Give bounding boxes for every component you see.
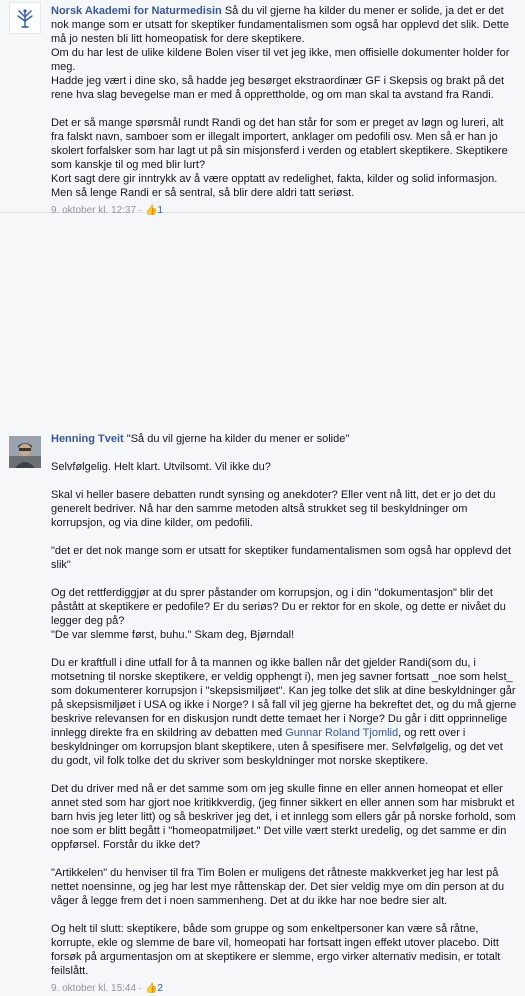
comment-meta [51,204,517,218]
quoted-text: "Så du vil gjerne ha kilder du mener er solide" [123,433,350,445]
comment-body [51,432,520,996]
thumbs-up-icon: 👍 [144,205,158,216]
comment-paragraph: Det du driver med nå er det samme som om jeg skulle finne en eller annen homeopat et eller annet sted som har gjort noe kritikkverdig, (jeg finner sikkert en eller annen som har misbrukt et barn hvis jeg leter litt) og så beskriver jeg det, i et innlegg som ellers går på norske forhold, som noe som er blitt begått i "homeopatmiljøet." Det ville vært sterkt uredelig, og det samme er din oppførsel. Forstår du ikke det? [51,783,519,851]
naturmedisin-logo-icon [10,3,40,33]
author-link[interactable]: Norsk Akademi for Naturmedisin [51,5,222,17]
comment-paragraph: Og det rettferdiggjør at du sprer påstander om korrupsjon, og i din "dokumentasjon" blir det påstått at skeptikere er pedofile? Er du seriøs? Du er rektor for en skole, og dette er nivået du legger deg på? "De var slemme først, buhu." Skam deg, Bjørndal! [51,587,506,641]
mention-link[interactable]: Gunnar Roland Tjomlid [285,727,399,739]
profile-photo-icon [9,436,41,468]
thumbs-up-icon: 👍 [144,983,158,994]
author-link[interactable]: Henning Tveit [51,433,124,445]
paragraph-text: , og rett over i beskyldninger om korrupsjon blant skeptikere, uten å spesifisere mer. Selvfølgelig, og det vet du godt, vil folk tolke det du skriver som beskyldninger mot norske skeptikere. [51,727,506,767]
likes-count[interactable] [145,205,163,216]
likes-number: 2 [157,983,163,994]
comment-body [51,4,517,218]
timestamp-link[interactable]: 9. oktober kl. 12:37 [51,205,137,216]
timestamp-link[interactable]: 9. oktober kl. 15:44 [51,983,137,994]
comment-norsk-akademi [0,0,525,216]
comment-paragraph: Og helt til slutt: skeptikere, både som gruppe og som enkeltpersoner kan være så råtne, korrupte, ekle og slemme de bare vil, homeopati har fortsatt ingen effekt utover placebo. Ditt forsøk på argumentasjon om at skeptikere er slemme, ergo virker alternativ medisin, er totalt feilslått. [51,923,504,977]
paragraph-text: Du er kraftfull i dine utfall for å ta mannen og ikke ballen når det gjelder Randi(som du, i motsetning til norske skeptikere, er veldig opphengt i), men jeg savner fortsatt _noe som helst_ som dokumenterer korrupsjon i "skepsismiljøet". Kan jeg tolke det slik at dine beskyldninger går på skepsismiljøet i USA og ikke i Norge? I så fall vil jeg gjerne ha bekreftet det, og du må gjerne beskrive relevansen for en diskusjon rundt dette temaet her i Norge? Du går i ditt opprinnelige innlegg direkte fra en skildring av debatten med [51,657,520,739]
avatar-henning-tveit[interactable] [9,436,41,468]
likes-number: 1 [157,205,163,216]
comment-paragraph: Skal vi heller basere debatten rundt synsing og anekdoter? Eller vent nå litt, det er jo det du generelt bedriver. Nå har den samme metoden altså strukket seg til beskyldninger om korrupsjon, og via dine kilder, om pedofili. [51,489,499,529]
meta-separator: · [136,205,145,216]
meta-separator: · [136,983,145,994]
comment-text-2: Det er så mange spørsmål rundt Randi og det han står for som er preget av løgn og lureri, alt fra falskt navn, samboer som er illegalt importert, anklager om pedofili osv. Men så er han jo skolert forfalsker som har lagt ut på sin misjonsferd i verden og etablert skeptikere. Skeptikere som kanskje til og med blir lurt? Kort sagt dere gir inntrykk av å være opptatt av redelighet, fakta, kilder og solid informasjon. Men så lenge Randi er så sentral, så blir dere aldri tatt seriøst. [51,117,508,199]
comment-paragraph [51,656,520,768]
comment-paragraph: "Artikkelen" du henviser til fra Tim Bolen er muligens det råtneste makkverket jeg har lest på nettet noensinne, og jeg har lest mye råttenskap der. Det sier veldig mye om din person at du våger å legge frem det i noen sammenheng. Det at du ikke har noe bedre sier alt. [51,867,508,907]
comment-paragraph: Selvfølgelig. Helt klart. Utvilsomt. Vil ikke du? [51,461,271,473]
avatar-norsk-akademi[interactable] [9,2,41,34]
comment-text-1: Så du vil gjerne ha kilder du mener er solide, ja det er det nok mange som er utsatt for skeptiker fundamentalismen som også har opplevd det slik. Dette må jo nesten bli litt homeopatisk for dere skeptikere. Om du har lest de ulike kildene Bolen viser til vet jeg ikke, men offisielle dokumenter holder for meg. Hadde jeg vært i dine sko, så hadde jeg besørget ekstraordinær GF i Skepsis og brakt på det rene hva slag bevegelse man er med å opprettholde, og om man skal ta avstand fra Randi. [51,5,510,101]
comment-meta [51,982,517,996]
comment-paragraph: "det er det nok mange som er utsatt for skeptiker fundamentalismen som også har opplevd det slik" [51,545,515,571]
likes-count[interactable] [145,983,163,994]
